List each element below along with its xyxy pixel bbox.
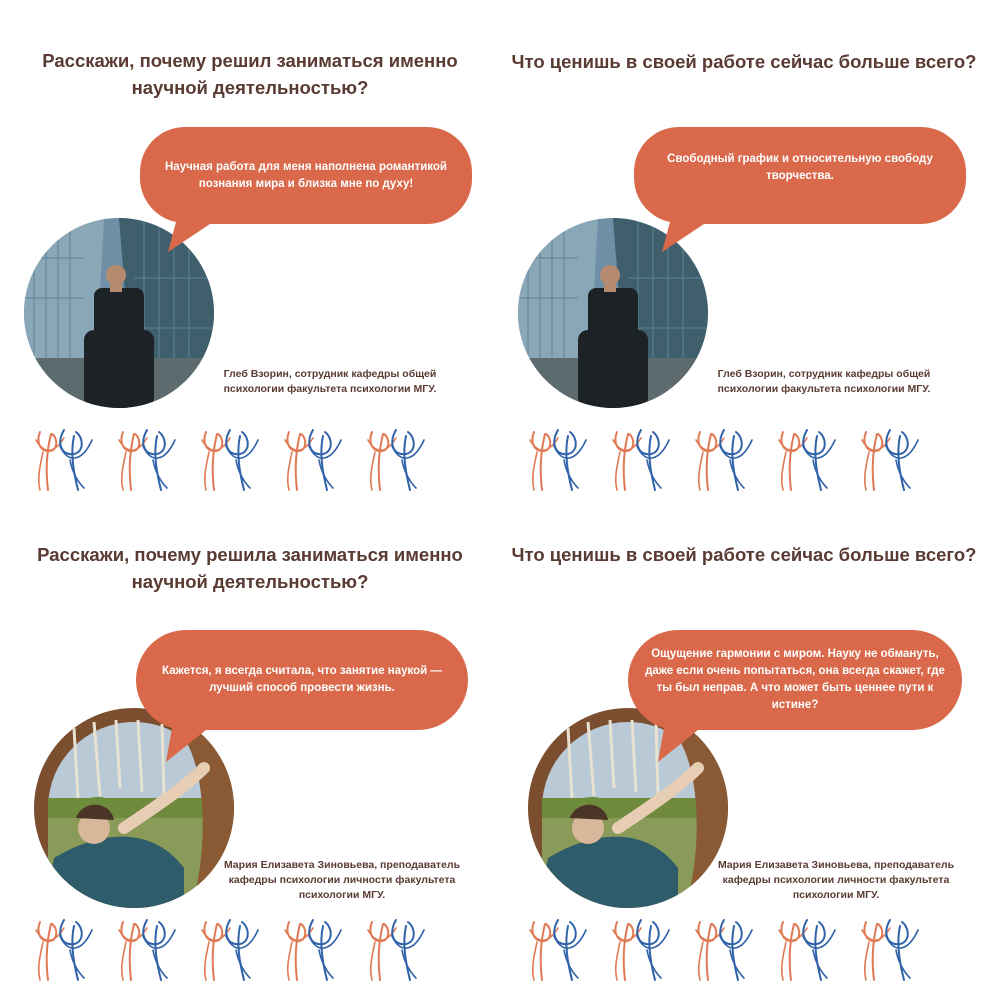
answer-text: Кажется, я всегда считала, что занятие наукой — лучший способ провести жизнь. <box>162 665 442 694</box>
decorative-ornament-row <box>528 914 948 986</box>
panel-maria-what-you-value <box>494 494 994 994</box>
speech-bubble <box>140 127 472 252</box>
answer-text: Научная работа для меня наполнена романтикой познания мира и близка мне по духу! <box>165 160 447 190</box>
person-caption: Мария Елизавета Зиновьева, преподаватель кафедры психологии личности факультета психологии МГУ. <box>717 859 955 901</box>
person-caption: Глеб Взорин, сотрудник кафедры общей психологии факультета психологии МГУ. <box>223 368 437 395</box>
question-title: Расскажи, почему решил заниматься именно научной деятельностью? <box>42 50 458 98</box>
answer-text: Ощущение гармонии с миром. Науку не обмануть, даже если очень попытаться, она всегда скажет, где ты был неправ. А что может быть ценнее пути к истине? <box>645 648 945 711</box>
decorative-ornament-row <box>34 914 454 986</box>
speech-bubble <box>634 127 966 252</box>
panel-gleb-why-science <box>0 0 500 500</box>
panel-maria-why-science <box>0 494 500 994</box>
panel-gleb-what-you-value <box>494 0 994 500</box>
decorative-ornament-row <box>528 424 948 496</box>
person-caption: Глеб Взорин, сотрудник кафедры общей психологии факультета психологии МГУ. <box>717 368 931 395</box>
question-title: Что ценишь в своей работе сейчас больше всего? <box>511 51 977 72</box>
decorative-ornament-row <box>34 424 454 496</box>
answer-text: Свободный график и относительную свободу творчества. <box>667 152 933 182</box>
question-title: Расскажи, почему решила заниматься именно научной деятельностью? <box>37 544 463 592</box>
person-caption: Мария Елизавета Зиновьева, преподаватель кафедры психологии личности факультета психологии МГУ. <box>223 859 461 901</box>
question-title: Что ценишь в своей работе сейчас больше всего? <box>511 544 977 565</box>
speech-bubble <box>628 630 962 762</box>
speech-bubble <box>136 630 468 762</box>
